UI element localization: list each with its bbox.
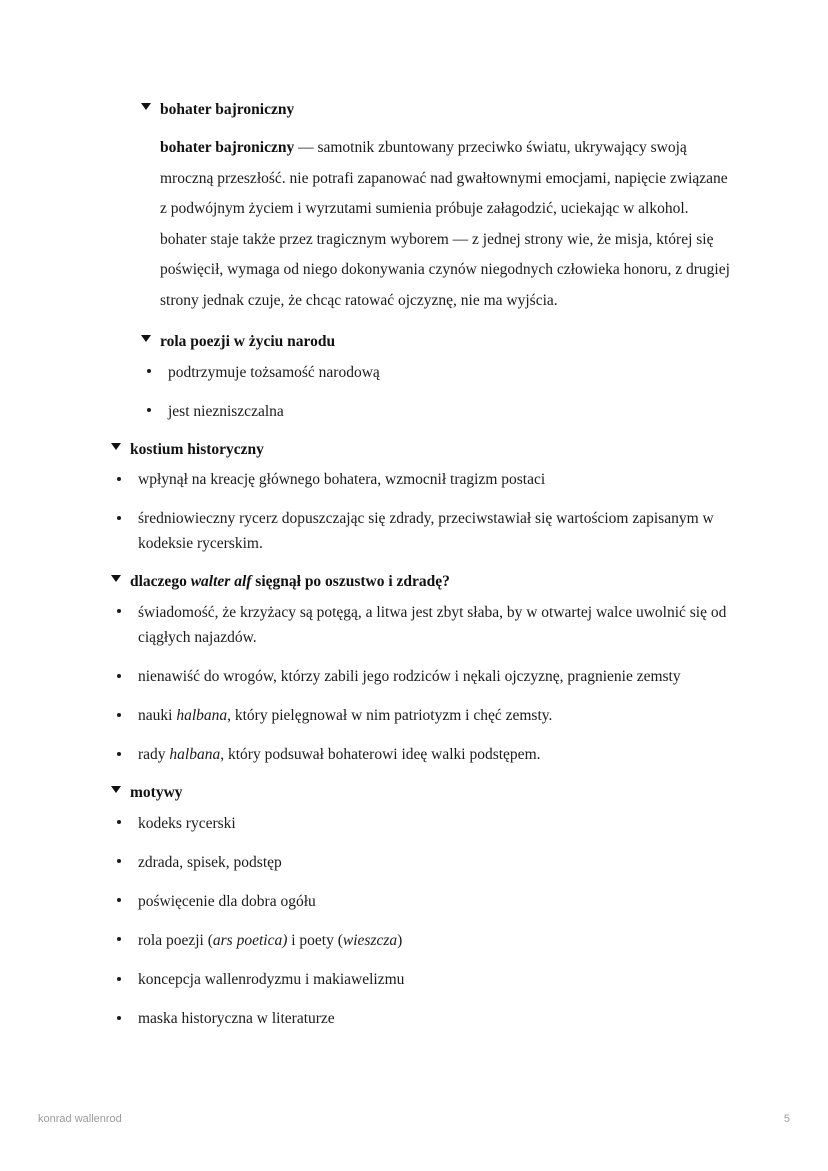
- section-rola-poezji: [138, 330, 730, 423]
- list-item: [108, 889, 730, 914]
- section-kostium-historyczny: [108, 438, 730, 557]
- list-item-label: średniowieczny rycerz dopuszczając się zdrady, przeciwstawiał się wartościom zapisanym w kodeksie rycerskim.: [138, 510, 714, 553]
- document-body: [108, 98, 730, 1037]
- heading-kostium-historyczny[interactable]: [108, 438, 730, 461]
- list-item-label-post: , który pielęgnował w nim patriotyzm i chęć zemsty.: [227, 707, 553, 725]
- list-item: [108, 1006, 730, 1031]
- heading-bohater-bajroniczny[interactable]: [138, 98, 730, 121]
- list-item-label: nienawiść do wrogów, którzy zabili jego rodziców i nękali ojczyznę, pragnienie zemsty: [138, 667, 681, 685]
- paragraph-lead-term: bohater bajroniczny: [160, 139, 295, 157]
- list-item-label: świadomość, że krzyżacy są potęgą, a litwa jest zbyt słaba, by w otwartej walce uwolnić się od ciągłych najazdów.: [138, 603, 727, 646]
- list-item-label: jest niezniszczalna: [168, 402, 284, 420]
- triangle-down-icon[interactable]: [111, 786, 121, 793]
- page-footer: [0, 1113, 828, 1133]
- section-motywy: [108, 781, 730, 1031]
- list-item-label: zdrada, spisek, podstęp: [138, 853, 282, 871]
- bullet-icon: [147, 369, 151, 373]
- list-item-emphasis-2: wieszcza: [342, 931, 398, 949]
- heading-rola-poezji[interactable]: [138, 330, 730, 353]
- list-item: [108, 967, 730, 992]
- heading-dlaczego-walter-alf[interactable]: [108, 570, 730, 593]
- list-item-label: podtrzymuje tożsamość narodową: [168, 363, 380, 381]
- list-item: [108, 703, 730, 728]
- list-item: [108, 664, 730, 689]
- bullet-icon: [117, 1016, 121, 1020]
- section-bohater-bajroniczny: [138, 98, 730, 316]
- list-item-emphasis: halbana: [176, 707, 228, 725]
- triangle-down-icon[interactable]: [111, 575, 121, 582]
- list-motywy: [108, 811, 730, 1032]
- bullet-icon: [117, 977, 121, 981]
- list-item-label: wpłynął na kreację głównego bohatera, wzmocnił tragizm postaci: [138, 471, 546, 489]
- triangle-down-icon[interactable]: [141, 103, 151, 110]
- triangle-down-icon[interactable]: [111, 443, 121, 450]
- list-item: [138, 399, 730, 424]
- list-kostium-historyczny: [108, 467, 730, 556]
- list-item-emphasis: ars poetica): [212, 931, 288, 949]
- footer-page-number: 5: [783, 1113, 790, 1125]
- bullet-icon: [147, 408, 151, 412]
- list-item: [108, 506, 730, 556]
- list-item-emphasis: halbana: [169, 746, 221, 764]
- list-dlaczego-walter-alf: [108, 600, 730, 768]
- list-item-label-post: ): [397, 931, 403, 949]
- list-item-label: poświęcenie dla dobra ogółu: [138, 892, 316, 910]
- bullet-icon: [117, 674, 121, 678]
- bullet-icon: [117, 898, 121, 902]
- list-item: [108, 600, 730, 650]
- heading-label-emphasis: walter alf: [190, 573, 252, 591]
- list-item: [108, 850, 730, 875]
- bullet-icon: [117, 609, 121, 613]
- list-item-label: kodeks rycerski: [138, 814, 236, 832]
- heading-label: rola poezji w życiu narodu: [160, 333, 336, 351]
- heading-label-pre: dlaczego: [130, 573, 191, 591]
- heading-label: bohater bajroniczny: [160, 101, 295, 118]
- list-item-label: koncepcja wallenrodyzmu i makiawelizmu: [138, 970, 405, 988]
- list-item-label-mid: i poety (: [287, 931, 343, 949]
- list-item-label: rola poezji (: [138, 931, 213, 949]
- bullet-icon: [117, 516, 121, 520]
- paragraph-text: — samotnik zbuntowany przeciwko światu, ukrywający swoją mroczną przeszłość. nie potrafi zapanować nad gwałtownymi emocjami, napięcie związane z podwójnym życiem i wyrzutami sumienia próbuje załagodzić, uciekając w alkohol. bohater staje także przez tragicznym wyborem — z jednej strony wie, że misja, której się poświęcił, wymaga od niego dokonywania czynów niegodnych człowieka honoru, z drugiej strony jednak czuje, że chcąc ratować ojczyznę, nie ma wyjścia.: [160, 139, 730, 309]
- bullet-icon: [117, 820, 121, 824]
- bullet-icon: [117, 752, 121, 756]
- section-dlaczego-walter-alf: [108, 570, 730, 767]
- list-item-label-post: , który podsuwał bohaterowi ideę walki podstępem.: [220, 746, 541, 764]
- list-item-label: nauki: [138, 707, 177, 725]
- footer-document-title: konrad wallenrod: [38, 1113, 122, 1125]
- list-item: [108, 467, 730, 492]
- list-item: [108, 811, 730, 836]
- bullet-icon: [117, 859, 121, 863]
- list-item: [108, 742, 730, 767]
- list-rola-poezji: [138, 360, 730, 424]
- heading-label: kostium historyczny: [130, 440, 264, 458]
- heading-label-post: sięgnął po oszustwo i zdradę?: [251, 573, 450, 591]
- list-item: [108, 928, 730, 953]
- list-item-label: rady: [138, 746, 170, 764]
- triangle-down-icon[interactable]: [141, 335, 151, 342]
- list-item-label: maska historyczna w literaturze: [138, 1010, 335, 1028]
- bullet-icon: [117, 937, 121, 941]
- bullet-icon: [117, 477, 121, 481]
- heading-motywy[interactable]: [108, 781, 730, 804]
- paragraph-bohater-bajroniczny: [138, 133, 730, 316]
- list-item: [138, 360, 730, 385]
- bullet-icon: [117, 713, 121, 717]
- heading-label: motywy: [130, 784, 183, 802]
